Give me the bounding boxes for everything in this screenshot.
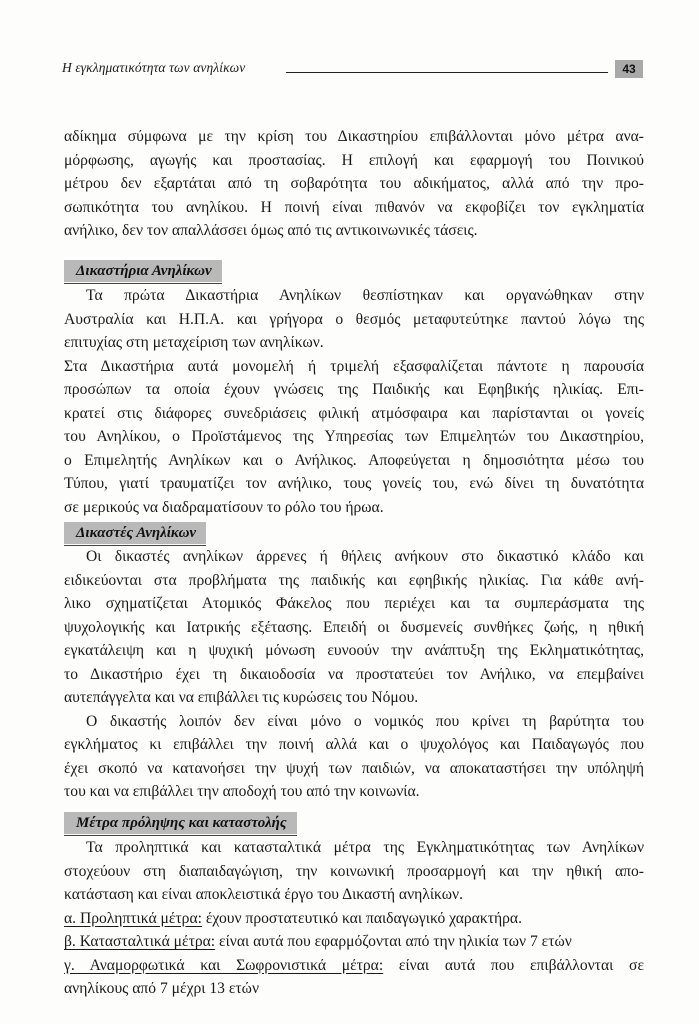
text-line: εγκατάλειψη και η ψυχική μόνωση ευνοούν την ανάπτυξη της Εκληματικότητας, <box>64 642 644 659</box>
text-line: Τα πρώτα Δικαστήρια Ανηλίκων θεσπίστηκαν και οργανώθηκαν στην <box>86 287 644 304</box>
text-line: αδίκημα σύμφωνα με την κρίση του Δικαστηρίου επιβάλλονται μόνο μέτρα ανα- <box>64 128 644 145</box>
page-number: 43 <box>615 60 643 78</box>
running-header-title: Η εγκληματικότητα των ανηλίκων <box>62 60 246 75</box>
section3-body <box>64 836 644 1001</box>
header-rule <box>286 72 608 73</box>
text-line: έχει σκοπό να κατανοήσει την ψυχή των παιδιών, να αποκαταστήσει την υπόληψή <box>64 759 644 777</box>
text-line: σωπικότητα του ανηλίκου. Η ποινή είναι πιθανόν να εκφοβίζει τον εγκληματία <box>64 198 644 216</box>
text-line: προσώπων τα οποία έχουν γνώσεις της Παιδικής και Εφηβικής ηλικίας. Επι- <box>64 381 644 398</box>
text-line: επιτυχίας στη μεταχείριση των ανηλίκων. <box>64 334 324 351</box>
list-term: β. Κατασταλτικά μέτρα: <box>64 933 216 950</box>
intro-paragraph <box>64 125 644 243</box>
text-line: ψυχολογικής και Ιατρικής εξέτασης. Επειδή οι δυσμενείς συνθήκες ζωής, η ηθική <box>64 618 644 636</box>
running-header <box>62 60 642 82</box>
text-line: Στα Δικαστήρια αυτά μονομελή ή τριμελή εξασφαλίζεται πάντοτε η παρουσία <box>64 357 644 375</box>
section-heading-juvenile-courts: Δικαστήρια Ανηλίκων <box>64 260 222 282</box>
list-text: είναι αυτά που εφαρμόζονται από την ηλικία των 7 ετών <box>215 933 572 950</box>
text-line: ανήλικο, δεν τον απαλλάσσει όμως από τις αντικοινωνικές τάσεις. <box>64 222 478 239</box>
list-term: α. Προληπτικά μέτρα: <box>64 909 202 927</box>
list-term: γ. Αναμορφωτικά και Σωφρονιστικά μέτρα: <box>64 956 384 974</box>
text-line: Αυστραλία και Η.Π.Α. και γρήγορα ο θεσμός μεταφυτεύτηκε παντού λόγω της <box>64 310 644 328</box>
text-line: το Δικαστήριο έχει τη δικαιοδοσία να προστατεύει τον Ανήλικο, να επεμβαίνει <box>64 665 644 683</box>
text-line: ειδικεύονται στα προβλήματα της παιδικής και εφηβικής ηλικίας. Για κάθε ανή- <box>64 571 644 589</box>
text-line: Ο δικαστής λοιπόν δεν είναι μόνο ο νομικός που κρίνει τη βαρύτητα του <box>86 712 644 730</box>
text-line: ο Επιμελητής Ανηλίκων και ο Ανήλικος. Αποφεύγεται η δημοσιότητα μέσω του <box>64 451 644 469</box>
text-line: αυτεπάγγελτα και να επιβάλλει τις κυρώσεις του Νόμου. <box>64 689 419 706</box>
section1-body <box>64 284 644 519</box>
section-heading-juvenile-judges: Δικαστές Ανηλίκων <box>64 522 206 544</box>
list-item-repressive <box>64 930 644 954</box>
text-line: του και να επιβάλλει την αποδοχή του από την κοινωνία. <box>64 783 420 800</box>
text-line: Τα προληπτικά και κατασταλτικά μέτρα της Εγκληματικότητας των Ανηλίκων <box>86 839 644 856</box>
list-text: έχουν προστατευτικό και παιδαγωγικό χαρακτήρα. <box>201 909 522 927</box>
list-item-preventive <box>64 907 644 931</box>
list-item-reformative <box>64 954 644 978</box>
section-heading-prevention-measures: Μέτρα πρόληψης και καταστολής <box>64 812 297 834</box>
list-text: είναι αυτά που επιβάλλονται σε <box>383 956 644 974</box>
text-line: στοχεύουν στη διαπαιδαγώγιση, την κοινωνική προσαρμογή και την ηθική απο- <box>64 862 644 880</box>
text-line: μέτρου δεν εξαρτάται από τη σοβαρότητα του αδικήματος, αλλά από την προ- <box>64 175 644 192</box>
text-line: λικο σχηματίζεται Ατομικός Φάκελος που περιέχει και τα συμπεράσματα της <box>64 595 644 612</box>
text-line: κατάσταση και είναι αποκλειστικά έργο του Δικαστή ανηλίκων. <box>64 886 463 903</box>
text-line: Τύπου, γιατί τραυματίζει τον ανήλικο, τους γονείς του, ενώ δίνει τη δυνατότητα <box>64 475 644 492</box>
text-line: μόρφωσης, αγωγής και προστασίας. Η επιλογή και εφαρμογή του Ποινικού <box>64 151 644 169</box>
list-tail: ανηλίκους από 7 μέχρι 13 ετών <box>64 980 259 997</box>
section2-body <box>64 545 644 804</box>
text-line: σε μερικούς να διαδραματίσουν το ρόλο του ήρωα. <box>64 498 384 516</box>
text-line: του Ανηλίκου, ο Προϊστάμενος της Υπηρεσίας των Επιμελητών του Δικαστηρίου, <box>64 428 644 445</box>
text-line: Οι δικαστές ανηλίκων άρρενες ή θήλεις ανήκουν στο δικαστικό κλάδο και <box>86 548 644 565</box>
text-line: εγκλήματος κι επιβάλλει την ποινή αλλά και ο ψυχολόγος και Παιδαγωγός που <box>64 736 644 753</box>
text-line: κρατεί στις διάφορες συνεδριάσεις φιλική ατμόσφαιρα και παρίστανται οι γονείς <box>64 404 644 422</box>
